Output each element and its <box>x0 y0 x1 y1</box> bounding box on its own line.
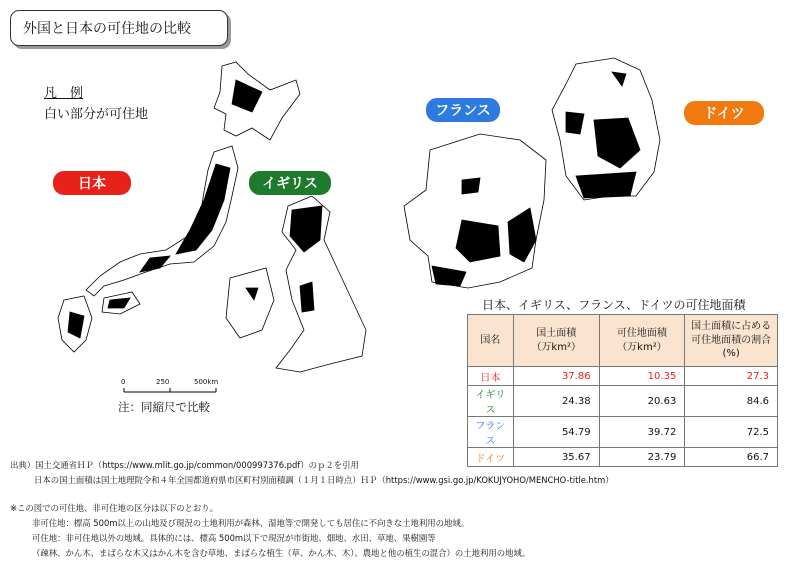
source-line-2: 日本の国土面積は国土地理院令和４年全国都道府県市区町村別面積調（１月１日時点）ＨＰ（https://www.gsi.go.jp/KOKUJYOHO/MENCHO-title.htm） <box>34 475 614 485</box>
germany-label-text: ドイツ <box>703 106 745 122</box>
source-line-1: 出典）国土交通省ＨＰ（https://www.mlit.go.jp/common/000997376.pdf）のｐ２を引用 <box>10 460 359 470</box>
uk-label <box>248 170 332 196</box>
uk-label-text: イギリス <box>262 176 318 192</box>
notes-line-4: （疎林、かん木、まばらな木又はかん木を含む草地、まばらな植生（草、かん木、木）、農地と他の植生の混合）の土地利用の地域。 <box>32 548 531 558</box>
header-habitable-l2: （万km²） <box>617 341 667 353</box>
page-title-text: 外国と日本の可住地の比較 <box>23 21 191 37</box>
cell-area: 35.67 <box>513 448 599 467</box>
header-ratio-l1: 国土面積に占める <box>691 321 772 333</box>
scale-end: 500km <box>194 378 219 386</box>
scale-note: 注：同縮尺で比較 <box>118 400 210 414</box>
cell-area: 24.38 <box>513 386 599 417</box>
table-row <box>468 367 778 386</box>
cell-country: フランス <box>468 417 514 448</box>
cell-ratio: 84.6 <box>685 386 778 417</box>
table-body <box>468 367 778 467</box>
notes-line-3: 可住地：非可住地以外の地域。具体的には、標高 500m以下で現況が市街地、畑地、水田、草地、果樹園等 <box>32 533 436 543</box>
france-label <box>425 97 501 123</box>
cell-country: ドイツ <box>468 448 514 467</box>
ireland-shape <box>226 268 274 338</box>
uk-map <box>226 196 366 372</box>
header-ratio-l2: 可住地面積の割合 <box>691 334 772 346</box>
legend-heading: 凡 例 <box>44 86 84 101</box>
cell-habitable: 20.63 <box>599 386 685 417</box>
japan-label <box>52 170 132 196</box>
table-row <box>468 448 778 467</box>
france-map <box>404 134 546 288</box>
table-header-row <box>468 315 778 367</box>
header-ratio <box>685 315 778 367</box>
cell-country: 日本 <box>468 367 514 386</box>
cell-habitable: 39.72 <box>599 417 685 448</box>
header-area <box>513 315 599 367</box>
notes-line-2: 非可住地：標高 500m以上の山地及び現況の土地利用が森林、湿地等で開発しても居住に不向きな土地利用の地域。 <box>32 518 470 528</box>
header-area-l2: （万km²） <box>531 341 581 353</box>
table-title: 日本、イギリス、フランス、ドイツの可住地面積 <box>482 298 746 312</box>
germany-label <box>683 100 765 126</box>
france-label-text: フランス <box>435 103 491 119</box>
notes-line-1: ※この図での可住地、非可住地の区分は以下のとおり。 <box>10 503 219 513</box>
cell-ratio: 27.3 <box>685 367 778 386</box>
table-row <box>468 386 778 417</box>
habitable-area-table <box>467 314 778 467</box>
scale-mid: 250 <box>156 378 170 386</box>
cell-area: 37.86 <box>513 367 599 386</box>
germany-map <box>552 58 660 200</box>
cell-area: 54.79 <box>513 417 599 448</box>
cell-country: イギリス <box>468 386 514 417</box>
header-country <box>468 315 514 367</box>
cell-ratio: 72.5 <box>685 417 778 448</box>
scale-zero: 0 <box>121 378 126 386</box>
table-row <box>468 417 778 448</box>
header-habitable-l1: 可住地面積 <box>616 328 667 339</box>
legend-text: 白い部分が可住地 <box>44 107 149 122</box>
header-habitable <box>599 315 685 367</box>
japan-label-text: 日本 <box>78 176 106 192</box>
header-country-text: 国名 <box>480 334 501 346</box>
cell-ratio: 66.7 <box>685 448 778 467</box>
header-ratio-l3: (%) <box>722 348 740 360</box>
header-area-l1: 国土面積 <box>536 328 577 339</box>
cell-habitable: 23.79 <box>599 448 685 467</box>
cell-habitable: 10.35 <box>599 367 685 386</box>
